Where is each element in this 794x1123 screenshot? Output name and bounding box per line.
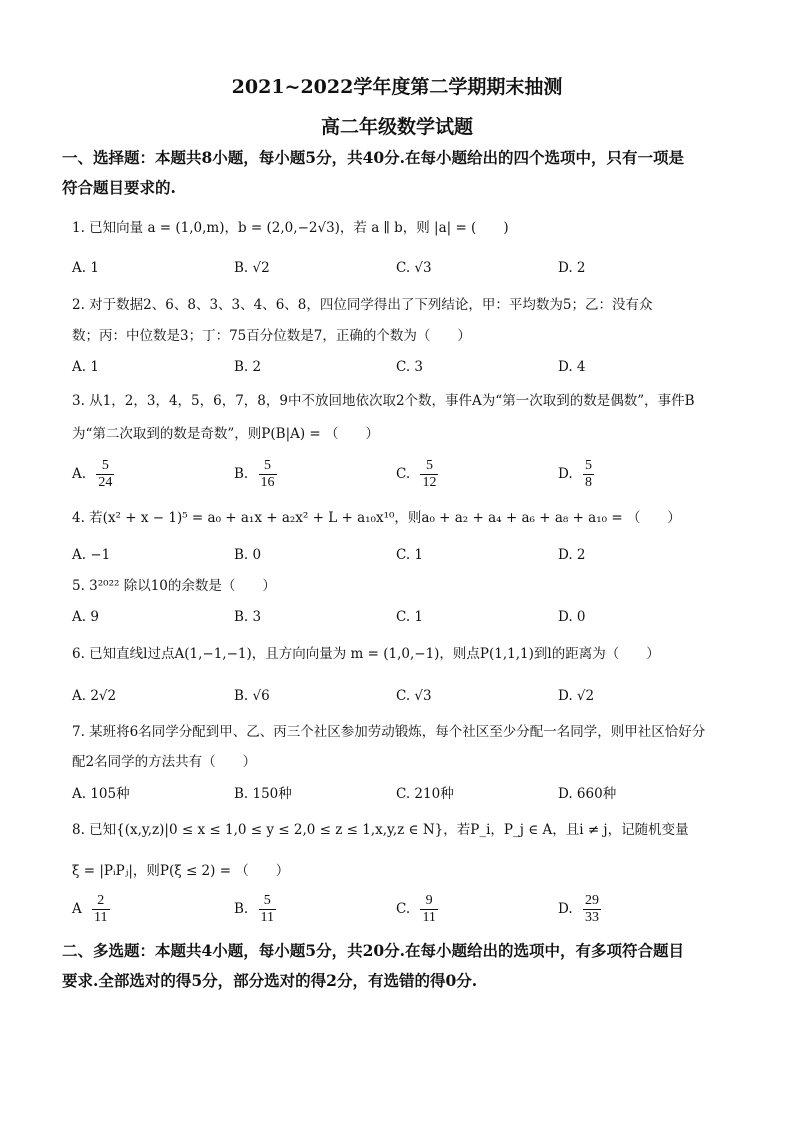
- exam-title: 2021~2022学年度第二学期期末抽测: [231, 76, 563, 98]
- fraction-numerator: 9: [425, 893, 433, 908]
- question-8-option-c-fraction: [420, 893, 437, 926]
- question-3-option-a-label: A.: [72, 466, 87, 482]
- fraction-numerator: 5: [263, 893, 271, 908]
- question-8-option-b[interactable]: [234, 893, 276, 926]
- fraction-denominator: 12: [422, 475, 437, 490]
- question-8-option-a[interactable]: [72, 893, 110, 926]
- question-5-options: [72, 605, 752, 629]
- question-6-text: 6. 已知直线l过点A(1,−1,−1)，且方向向量为 m = (1,0,−1)，则点P(1,1,1)到l的距离为（ ）: [72, 646, 660, 662]
- question-3-option-d-label: D.: [558, 466, 573, 482]
- fraction-denominator: 11: [260, 910, 274, 925]
- fraction-numerator: 2: [97, 893, 105, 908]
- section-1-heading-line1: 一、选择题：本题共8小题，每小题5分，共40分.在每小题给出的四个选项中，只有一项是: [62, 148, 685, 167]
- question-7-option-a[interactable]: A. 105种: [72, 786, 130, 802]
- question-3-option-c[interactable]: [396, 458, 438, 491]
- fraction-denominator: 11: [422, 910, 436, 925]
- question-3-option-b-label: B.: [234, 466, 249, 482]
- question-3-option-c-fraction: [420, 458, 438, 491]
- question-2-option-d[interactable]: D. 4: [558, 359, 586, 375]
- question-3-option-d-fraction: [583, 458, 594, 491]
- question-3-line2: 为“第二次取到的数是奇数”，则P(B|A) = （ ）: [72, 426, 380, 442]
- section-1-heading-line2: 符合题目要求的.: [62, 178, 176, 197]
- question-8-option-c[interactable]: [396, 893, 438, 926]
- fraction-numerator: 5: [584, 458, 592, 473]
- question-8-option-b-fraction: [259, 893, 276, 926]
- question-2-line2: 数；丙：中位数是3；丁：75百分位数是7，正确的个数为（ ）: [72, 328, 471, 344]
- exam-subtitle: 高二年级数学试题: [320, 116, 473, 138]
- section-2-heading-line2: 要求.全部选对的得5分，部分选对的得2分，有选错的得0分.: [62, 971, 478, 990]
- question-5-option-b[interactable]: B. 3: [234, 609, 262, 625]
- question-1-option-b[interactable]: B. √2: [234, 260, 270, 276]
- question-8-option-d-fraction: [583, 893, 601, 926]
- fraction-denominator: 33: [584, 910, 599, 925]
- question-8-option-a-fraction: [92, 893, 109, 926]
- section-2-heading-line1: 二、多选题：本题共4小题，每小题5分，共20分.在每小题给出的选项中，有多项符合题目: [62, 941, 685, 960]
- question-2-option-b[interactable]: B. 2: [234, 359, 262, 375]
- question-1-text: 1. 已知向量 a = (1,0,m)，b = (2,0,−2√3)，若 a ∥ b，则 |a| = ( ): [72, 220, 509, 236]
- fraction-numerator: 5: [264, 458, 272, 473]
- question-2-option-a[interactable]: A. 1: [72, 359, 99, 375]
- question-3-options: [72, 458, 752, 498]
- question-3-line1: 3. 从1，2，3，4，5，6，7，8，9中不放回地依次取2个数，事件A为“第一次取到的数是偶数”，事件B: [72, 393, 695, 409]
- fraction-numerator: 5: [425, 458, 433, 473]
- question-7-option-c[interactable]: C. 210种: [396, 786, 454, 802]
- question-3-option-b-fraction: [259, 458, 277, 491]
- question-1-options: [72, 256, 752, 280]
- fraction-denominator: 11: [94, 910, 108, 925]
- section-2-heading: [62, 936, 742, 996]
- question-3-option-c-label: C.: [396, 466, 411, 482]
- question-4-text: 4. 若(x² + x − 1)⁵ = a₀ + a₁x + a₂x² + L + a₁₀x¹⁰，则a₀ + a₂ + a₄ + a₆ + a₈ + a₁₀ = （ ）: [72, 510, 681, 526]
- question-6-option-b[interactable]: B. √6: [234, 688, 270, 704]
- question-4-option-c[interactable]: C. 1: [396, 547, 424, 563]
- question-5-option-c[interactable]: C. 1: [396, 609, 424, 625]
- question-4-options: [72, 543, 752, 567]
- question-6-options: [72, 684, 752, 708]
- question-4-option-b[interactable]: B. 0: [234, 547, 262, 563]
- question-3-option-b[interactable]: [234, 458, 277, 491]
- question-5-option-a[interactable]: A. 9: [72, 609, 99, 625]
- question-8-option-b-label: B.: [234, 901, 249, 917]
- section-1-heading: [62, 143, 742, 203]
- question-1-option-d[interactable]: D. 2: [558, 260, 586, 276]
- question-7-line1: 7. 某班将6名同学分配到甲、乙、丙三个社区参加劳动锻炼，每个社区至少分配一名同学，则甲社区恰好分: [72, 724, 706, 740]
- question-4-option-d[interactable]: D. 2: [558, 547, 586, 563]
- question-7-line2: 配2名同学的方法共有（ ）: [72, 754, 257, 770]
- question-8-line2: ξ = |PᵢPⱼ|，则P(ξ ≤ 2) = （ ）: [72, 863, 290, 879]
- question-3-option-d[interactable]: [558, 458, 594, 491]
- question-4-option-a[interactable]: A. −1: [72, 547, 111, 563]
- question-8-options: [72, 893, 752, 933]
- fraction-denominator: 8: [584, 475, 592, 490]
- question-1-option-a[interactable]: A. 1: [72, 260, 99, 276]
- question-2-option-c[interactable]: C. 3: [396, 359, 424, 375]
- question-5-text: 5. 3²⁰²² 除以10的余数是（ ）: [72, 578, 276, 594]
- question-8-option-d[interactable]: [558, 893, 601, 926]
- question-2-line1: 2. 对于数据2、6、8、3、3、4、6、8，四位同学得出了下列结论，甲：平均数为5；乙：没有众: [72, 297, 653, 313]
- question-8-option-c-label: C.: [396, 901, 411, 917]
- question-3-option-a[interactable]: [72, 458, 114, 491]
- question-7-option-b[interactable]: B. 150种: [234, 786, 292, 802]
- question-7-options: [72, 782, 752, 806]
- question-6-option-d[interactable]: D. √2: [558, 688, 595, 704]
- question-8-option-d-label: D.: [558, 901, 573, 917]
- question-6-option-c[interactable]: C. √3: [396, 688, 432, 704]
- question-7-option-d[interactable]: D. 660种: [558, 786, 617, 802]
- question-8-option-a-label: A: [72, 901, 82, 917]
- fraction-numerator: 5: [101, 458, 109, 473]
- question-2-options: [72, 355, 752, 379]
- question-5-option-d[interactable]: D. 0: [558, 609, 586, 625]
- question-6-option-a[interactable]: A. 2√2: [72, 688, 117, 704]
- fraction-numerator: 29: [584, 893, 599, 908]
- fraction-denominator: 16: [260, 475, 275, 490]
- fraction-denominator: 24: [98, 475, 113, 490]
- question-8-line1: 8. 已知{(x,y,z)|0 ≤ x ≤ 1,0 ≤ y ≤ 2,0 ≤ z ≤ 1,x,y,z ∈ N}，若P_i，P_j ∈ A，且i ≠ j，记随机变量: [72, 822, 689, 838]
- question-1-option-c[interactable]: C. √3: [396, 260, 432, 276]
- question-3-option-a-fraction: [96, 458, 114, 491]
